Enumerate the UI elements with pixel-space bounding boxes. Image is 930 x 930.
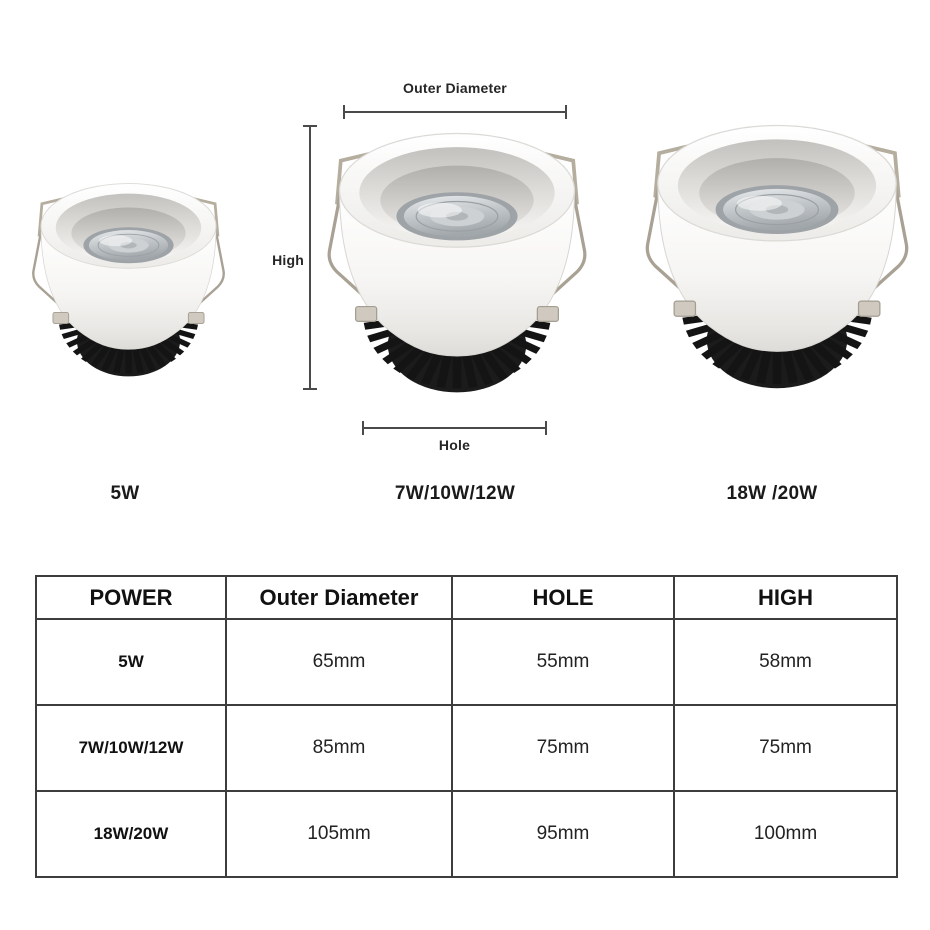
downlight-7-12w-figure bbox=[321, 126, 593, 408]
caption-7-12w: 7W/10W/12W bbox=[394, 483, 516, 504]
high-label: High bbox=[272, 252, 304, 268]
row2-outer-diameter: 85mm bbox=[226, 705, 452, 791]
downlight-5w-figure bbox=[27, 178, 230, 388]
header-outer-diameter: Outer Diameter bbox=[226, 576, 452, 619]
hole-label: Hole bbox=[438, 437, 471, 453]
row1-power: 5W bbox=[36, 619, 226, 705]
row3-outer-diameter: 105mm bbox=[226, 791, 452, 877]
row3-high: 100mm bbox=[674, 791, 897, 877]
caption-18-20w: 18W /20W bbox=[726, 483, 818, 504]
header-power: POWER bbox=[36, 576, 226, 619]
caption-5w: 5W bbox=[110, 483, 140, 504]
downlight-18-20w-image bbox=[639, 118, 915, 404]
header-hole: HOLE bbox=[452, 576, 674, 619]
row3-power: 18W/20W bbox=[36, 791, 226, 877]
downlight-5w-image bbox=[27, 178, 230, 388]
spec-table-header-row bbox=[36, 576, 897, 619]
table-row bbox=[36, 705, 897, 791]
table-row bbox=[36, 619, 897, 705]
outer-diameter-dimension-line bbox=[343, 111, 567, 113]
row2-power: 7W/10W/12W bbox=[36, 705, 226, 791]
row1-outer-diameter: 65mm bbox=[226, 619, 452, 705]
header-high: HIGH bbox=[674, 576, 897, 619]
outer-diameter-label: Outer Diameter bbox=[403, 80, 507, 96]
table-row bbox=[36, 791, 897, 877]
high-dimension-line bbox=[309, 125, 311, 390]
hole-dimension-line bbox=[362, 427, 547, 429]
downlight-18-20w-figure bbox=[639, 118, 915, 404]
downlight-7-12w-image bbox=[321, 126, 593, 408]
row1-high: 58mm bbox=[674, 619, 897, 705]
row2-hole: 75mm bbox=[452, 705, 674, 791]
row3-hole: 95mm bbox=[452, 791, 674, 877]
row2-high: 75mm bbox=[674, 705, 897, 791]
row1-hole: 55mm bbox=[452, 619, 674, 705]
spec-table bbox=[35, 575, 898, 878]
